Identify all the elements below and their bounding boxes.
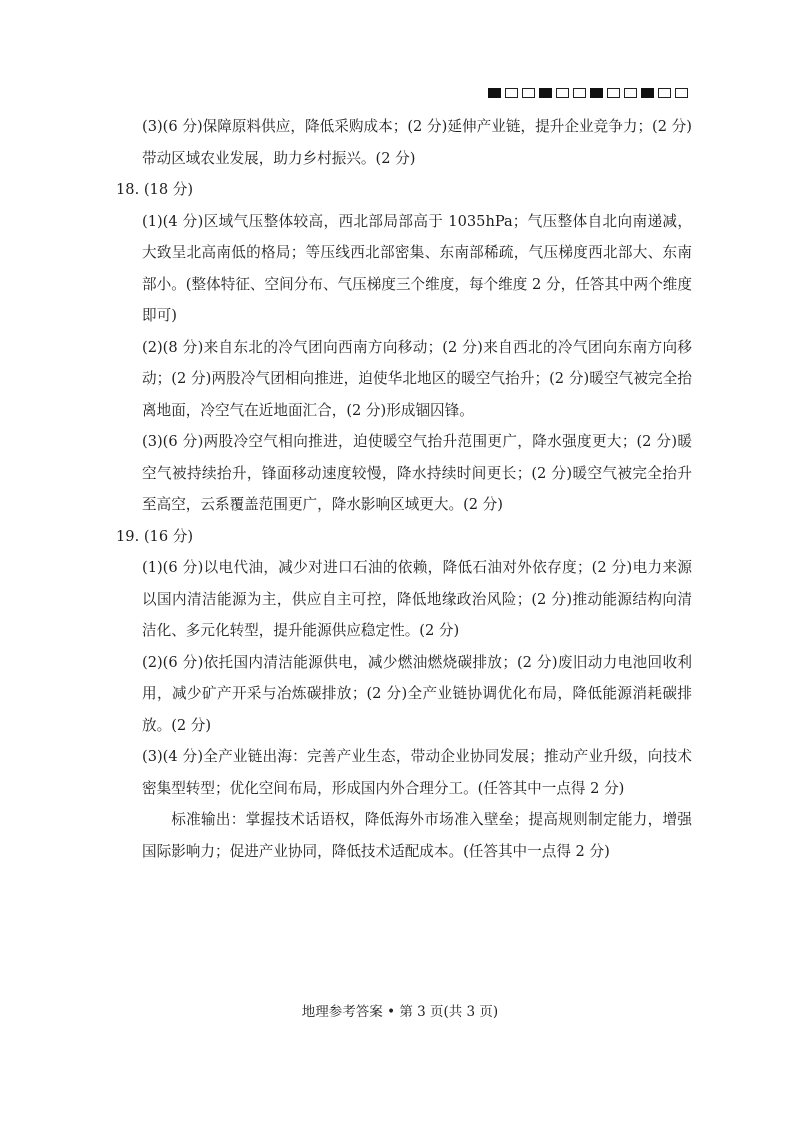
q19-part3-answer: (3)(4 分)全产业链出海：完善产业生态，带动企业协同发展；推动产业升级，向技术密集型转型；优化空间布局，形成国内外合理分工。(任答其中一点得 2 分)	[142, 748, 692, 797]
page-footer: 地理参考答案 • 第 3 页(共 3 页)	[301, 1004, 499, 1020]
filled-square-mark	[641, 88, 654, 98]
page-marker-strip	[488, 88, 688, 98]
filled-square-mark	[539, 88, 552, 98]
empty-square-mark	[658, 88, 671, 98]
filled-square-mark	[590, 88, 603, 98]
q19-part3-standard-output: 标准输出：掌握技术话语权，降低海外市场准入壁垒；提高规则制定能力，增强国际影响力；促进产业协同，降低技术适配成本。(任答其中一点得 2 分)	[142, 811, 692, 860]
empty-square-mark	[573, 88, 586, 98]
empty-square-mark	[624, 88, 637, 98]
empty-square-mark	[505, 88, 518, 98]
empty-square-mark	[675, 88, 688, 98]
answer-content	[116, 111, 692, 867]
empty-square-mark	[522, 88, 535, 98]
q19-part2-answer: (2)(6 分)依托国内清洁能源供电，减少燃油燃烧碳排放；(2 分)废旧动力电池回收利用，减少矿产开采与冶炼碳排放；(2 分)全产业链协调优化布局，降低能源消耗碳排放。(2 分)	[142, 653, 692, 734]
q19-part1-answer: (1)(6 分)以电代油，减少对进口石油的依赖，降低石油对外依存度；(2 分)电力来源以国内清洁能源为主，供应自主可控，降低地缘政治风险；(2 分)推动能源结构向清洁化、多元化转型，提升能源供应稳定性。(2 分)	[142, 559, 692, 639]
filled-square-mark	[488, 88, 501, 98]
question-18-header: 18. (18 分)	[116, 181, 194, 198]
q17-part3-answer: (3)(6 分)保障原料供应，降低采购成本；(2 分)延伸产业链，提升企业竞争力；(2 分)带动区域农业发展，助力乡村振兴。(2 分)	[142, 118, 692, 167]
q18-part3-answer: (3)(6 分)两股冷空气相向推进，迫使暖空气抬升范围更广，降水强度更大；(2 分)暖空气被持续抬升，锋面移动速度较慢，降水持续时间更长；(2 分)暖空气被完全抬升至高空，云系覆盖范围更广，降水影响区域更大。(2 分)	[142, 433, 692, 513]
q18-part1-answer: (1)(4 分)区域气压整体较高，西北部局部高于 1035hPa；气压整体自北向南递减，大致呈北高南低的格局；等压线西北部密集、东南部稀疏，气压梯度西北部大、东南部小。(整体特征、空间分布、气压梯度三个维度，每个维度 2 分，任答其中两个维度即可)	[142, 212, 692, 324]
question-19-header: 19. (16 分)	[116, 527, 194, 545]
empty-square-mark	[607, 88, 620, 98]
q18-part2-answer: (2)(8 分)来自东北的冷气团向西南方向移动；(2 分)来自西北的冷气团向东南方向移动；(2 分)两股冷气团相向推进，迫使华北地区的暖空气抬升；(2 分)暖空气被完全抬离地面，冷空气在近地面汇合，(2 分)形成锢囚锋。	[142, 338, 692, 419]
empty-square-mark	[556, 88, 569, 98]
